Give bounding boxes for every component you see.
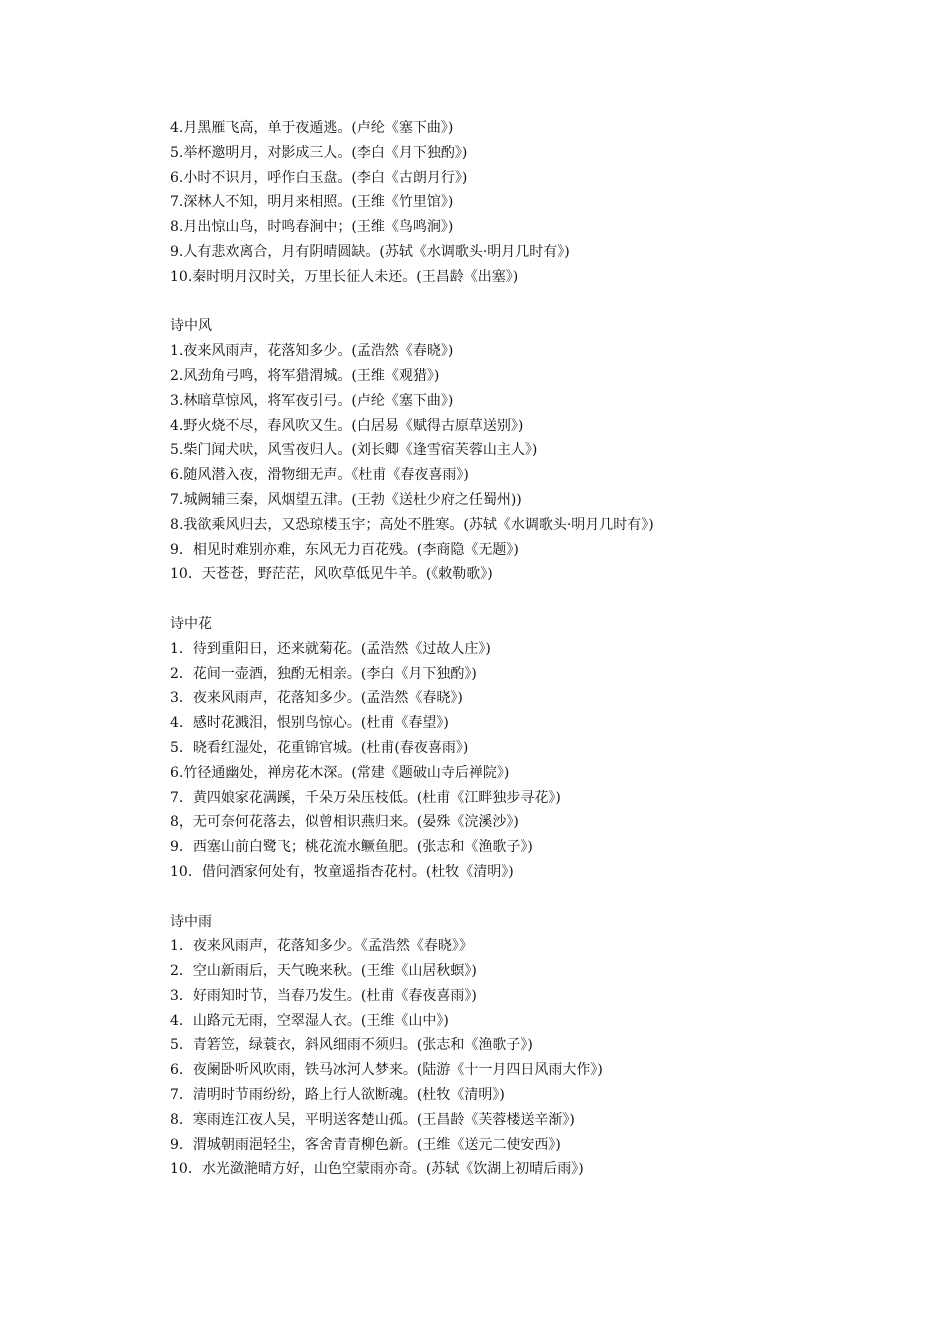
poem-line: 8.月出惊山鸟，时鸣春涧中；(王维《鸟鸣涧》) [170,219,454,236]
poem-line: 4．山路元无雨，空翠湿人衣。(王维《山中》) [170,1012,449,1029]
poem-line: 9．渭城朝雨浥轻尘，客舍青青柳色新。(王维《送元二使安西》) [170,1136,561,1153]
section-flower [170,612,930,885]
poem-line: 3．夜来风雨声，花落知多少。(孟浩然《春晓》) [170,690,463,707]
section-title-rain: 诗中雨 [170,913,212,930]
poem-line: 2．花间一壶酒，独酌无相亲。(李白《月下独酌》) [170,665,477,682]
poem-line: 8．寒雨连江夜人吴，平明送客楚山孤。(王昌龄《芙蓉楼送辛渐》) [170,1111,575,1128]
poem-line: 4.野火烧不尽，春风吹又生。(白居易《赋得古原草送别》) [170,417,524,434]
section-title-flower: 诗中花 [170,615,212,632]
poem-line: 9．相见时难别亦难，东风无力百花残。(李商隐《无题》) [170,541,519,558]
poem-line: 4.月黑雁飞高，单于夜遁逃。(卢纶《塞下曲》) [170,120,454,136]
poem-line: 6.竹径通幽处，禅房花木深。(常建《题破山寺后禅院》) [170,764,510,781]
poem-line: 10．天苍苍，野茫茫，风吹草低见牛羊。(《敕勒歌》) [170,566,493,583]
section-spacer [170,885,930,910]
poem-line: 7．清明时节雨纷纷，路上行人欲断魂。(杜牧《清明》) [170,1087,505,1104]
section-wind [170,314,930,587]
poem-line: 5．青箬笠，绿蓑衣，斜风细雨不须归。(张志和《渔歌子》) [170,1037,533,1054]
poem-line: 7．黄四娘家花满蹊，千朵万朵压枝低。(杜甫《江畔独步寻花》) [170,789,561,806]
section-title-wind: 诗中风 [170,318,212,335]
poem-line: 6.随风潜入夜，滑物细无声。《杜甫《春夜喜雨》) [170,467,469,484]
section-moon [170,116,930,290]
poem-line: 6．夜阑卧听风吹雨，铁马冰河人梦来。(陆游《十一月四日风雨大作》) [170,1062,603,1079]
poem-line: 10.秦时明月汉时关，万里长征人未还。(王昌龄《出塞》) [170,268,519,285]
poem-line: 5．晓看红湿处，花重锦官城。(杜甫(春夜喜雨》) [170,739,469,756]
poem-line: 5.举杯邀明月，对影成三人。(李白《月下独酌》) [170,144,468,161]
poem-line: 10．水光潋滟晴方好，山色空蒙雨亦奇。(苏轼《饮湖上初晴后雨》) [170,1161,584,1178]
poem-line: 7.城阙辅三秦，风烟望五津。(王勃《送杜少府之任蜀州)) [170,491,522,508]
poem-line: 1．待到重阳日，还来就菊花。(孟浩然《过故人庄》) [170,640,491,657]
section-spacer [170,587,930,612]
poem-line: 8，无可奈何花落去，似曾相识燕归来。(晏殊《浣溪沙》) [170,814,519,831]
poem-line: 3.林暗草惊风，将军夜引弓。(卢纶《塞下曲》) [170,392,454,409]
poem-line: 4．感时花溅泪，恨别鸟惊心。(杜甫《春望》) [170,715,449,732]
poem-line: 1．夜来风雨声，花落知多少。《孟浩然《春晓》》 [170,938,473,955]
poem-line: 8.我欲乘风归去，又恐琼楼玉宇；高处不胜寒。(苏轼《水调歌头·明月几时有》) [170,516,654,533]
poem-line: 2．空山新雨后，天气晚来秋。(王维《山居秋螟》) [170,963,477,980]
poem-line: 9．西塞山前白鹭飞；桃花流水鳜鱼肥。(张志和《渔歌子》) [170,839,533,856]
poem-line: 3．好雨知时节，当春乃发生。(杜甫《春夜喜雨》) [170,987,477,1004]
section-rain [170,910,930,1183]
poem-line: 2.风劲角弓鸣，将军猎渭城。(王维《观猎》) [170,367,440,384]
poem-line: 6.小时不识月，呼作白玉盘。(李白《古朗月行》) [170,169,468,186]
poem-line: 10．借问酒家何处有，牧童遥指杏花村。(杜牧《清明》) [170,863,514,880]
section-spacer [170,290,930,315]
poem-line: 1.夜来风雨声，花落知多少。(孟浩然《春晓》) [170,343,454,360]
poem-document [170,116,930,1182]
poem-line: 7.深林人不知，明月来相照。(王维《竹里馆》) [170,194,454,211]
poem-line: 9.人有悲欢离合，月有阴晴圆缺。(苏轼《水调歌头·明月几时有》) [170,243,570,260]
poem-line: 5.柴门闻犬吠，风雪夜归人。(刘长卿《逢雪宿芙蓉山主人》) [170,442,538,459]
